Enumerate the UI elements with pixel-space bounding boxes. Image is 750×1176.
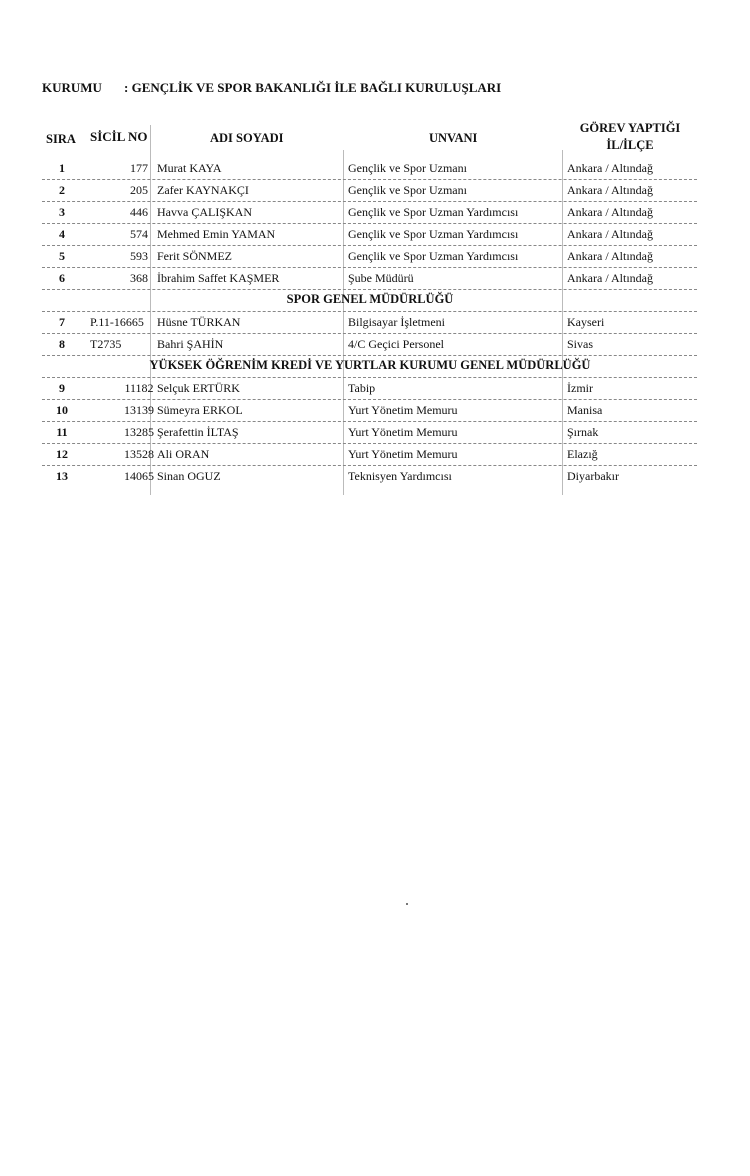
cell-sira: 11 [56, 425, 68, 439]
cell-unvan: Gençlik ve Spor Uzmanı [348, 161, 467, 175]
cell-gorev: Manisa [567, 403, 603, 417]
table-row [40, 466, 700, 488]
cell-ad: Sümeyra ERKOL [157, 403, 243, 417]
cell-sicil: T2735 [90, 337, 122, 351]
cell-gorev: Ankara / Altındağ [567, 205, 653, 219]
cell-sicil: 13139 [124, 403, 154, 417]
cell-ad: Ferit SÖNMEZ [157, 249, 232, 263]
table-row [40, 180, 700, 202]
cell-sicil: 11182 [124, 381, 154, 395]
cell-unvan: Yurt Yönetim Memuru [348, 447, 458, 461]
row-divider [42, 355, 697, 356]
cell-unvan: Yurt Yönetim Memuru [348, 425, 458, 439]
table-row [40, 400, 700, 422]
cell-sira: 12 [56, 447, 68, 461]
cell-sicil: 14065 [124, 469, 154, 483]
cell-unvan: Şube Müdürü [348, 271, 414, 285]
cell-unvan: Gençlik ve Spor Uzman Yardımcısı [348, 227, 519, 241]
cell-ad: Murat KAYA [157, 161, 222, 175]
cell-sira: 1 [59, 161, 65, 175]
cell-sicil: 368 [130, 271, 148, 285]
cell-sicil: 574 [130, 227, 148, 241]
cell-ad: Hüsne TÜRKAN [157, 315, 241, 329]
cell-unvan: Tabip [348, 381, 376, 395]
header-sira: SIRA [46, 132, 76, 146]
cell-sira: 7 [59, 315, 65, 329]
cell-sicil: 593 [130, 249, 148, 263]
cell-gorev: Kayseri [567, 315, 605, 329]
cell-unvan: Gençlik ve Spor Uzmanı [348, 183, 467, 197]
header-gorev-line2: İL/İLÇE [606, 138, 654, 152]
cell-sira: 8 [59, 337, 65, 351]
table-row [40, 202, 700, 224]
institution-line [42, 80, 501, 96]
cell-sicil: 13528 [124, 447, 154, 461]
table-row [40, 268, 700, 290]
table-row [40, 158, 700, 180]
cell-ad: Şerafettin İLTAŞ [157, 425, 239, 439]
section-heading-kyk: YÜKSEK ÖĞRENİM KREDİ VE YURTLAR KURUMU GENEL MÜDÜRLÜĞÜ [149, 358, 591, 372]
cell-gorev: Ankara / Altındağ [567, 183, 653, 197]
cell-gorev: Diyarbakır [567, 469, 619, 483]
cell-sicil: 177 [130, 161, 148, 175]
cell-unvan: Gençlik ve Spor Uzman Yardımcısı [348, 205, 519, 219]
cell-unvan: Gençlik ve Spor Uzman Yardımcısı [348, 249, 519, 263]
cell-gorev: Ankara / Altındağ [567, 227, 653, 241]
table-row [40, 444, 700, 466]
cell-gorev: Ankara / Altındağ [567, 249, 653, 263]
table-row [40, 378, 700, 400]
table-row [40, 422, 700, 444]
cell-gorev: İzmir [567, 381, 593, 395]
table-row [40, 246, 700, 268]
institution-value: : GENÇLİK VE SPOR BAKANLIĞI İLE BAĞLI KURULUŞLARI [124, 80, 502, 95]
cell-sira: 10 [56, 403, 68, 417]
cell-ad: Mehmed Emin YAMAN [157, 227, 276, 241]
cell-ad: Havva ÇALIŞKAN [157, 205, 252, 219]
cell-ad: Zafer KAYNAKÇI [157, 183, 249, 197]
cell-ad: Sinan OGUZ [157, 469, 221, 483]
header-unvan: UNVANI [429, 131, 478, 145]
cell-sira: 13 [56, 469, 68, 483]
cell-sira: 2 [59, 183, 65, 197]
cell-sira: 3 [59, 205, 65, 219]
header-ad: ADI SOYADI [210, 131, 284, 145]
cell-sira: 5 [59, 249, 65, 263]
table-row [40, 224, 700, 246]
table-row [40, 312, 700, 334]
section-heading-spor: SPOR GENEL MÜDÜRLÜĞÜ [286, 292, 454, 306]
cell-unvan: 4/C Geçici Personel [348, 337, 444, 351]
cell-ad: İbrahim Saffet KAŞMER [157, 271, 280, 285]
row-divider [42, 289, 697, 290]
cell-gorev: Ankara / Altındağ [567, 271, 653, 285]
cell-unvan: Teknisyen Yardımcısı [348, 469, 452, 483]
cell-unvan: Yurt Yönetim Memuru [348, 403, 458, 417]
cell-ad: Selçuk ERTÜRK [157, 381, 240, 395]
cell-gorev: Sivas [567, 337, 594, 351]
cell-sicil: P.11-16665 [90, 315, 144, 329]
institution-label: KURUMU [42, 80, 102, 95]
cell-gorev: Elazığ [567, 447, 598, 461]
cell-sira: 4 [59, 227, 65, 241]
cell-unvan: Bilgisayar İşletmeni [348, 315, 445, 329]
cell-sicil: 205 [130, 183, 148, 197]
header-sicil: SİCİL NO [90, 129, 148, 144]
cell-gorev: Şırnak [567, 425, 599, 439]
table-row [40, 334, 700, 356]
scan-speck [406, 903, 408, 905]
header-gorev-line1: GÖREV YAPTIĞI [579, 121, 681, 135]
cell-sira: 6 [59, 271, 65, 285]
cell-sicil: 446 [130, 205, 148, 219]
cell-sicil: 13285 [124, 425, 154, 439]
cell-ad: Ali ORAN [157, 447, 210, 461]
cell-gorev: Ankara / Altındağ [567, 161, 653, 175]
cell-sira: 9 [59, 381, 65, 395]
cell-ad: Bahri ŞAHİN [157, 337, 224, 351]
